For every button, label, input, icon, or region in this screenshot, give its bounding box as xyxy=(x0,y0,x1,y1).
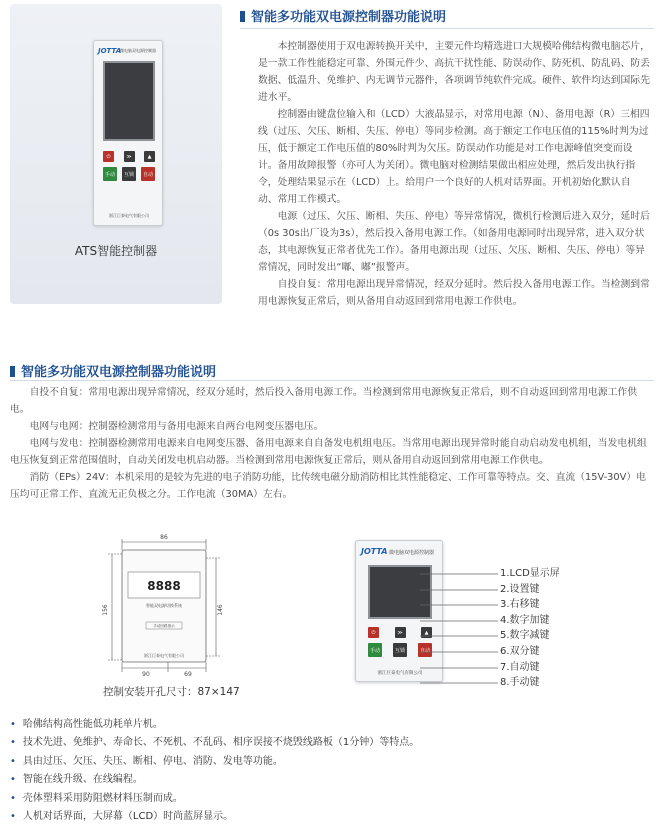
legend-item: 6.双分键 xyxy=(500,645,540,657)
bottom-section-body xyxy=(10,384,654,503)
legend-item: 1.LCD显示屏 xyxy=(500,568,560,579)
dimension-drawing xyxy=(98,532,228,682)
drawing-panel-label: 智能双电源切换系统 xyxy=(146,603,182,608)
paragraph: 本控制器使用于双电源转换开关中，主要元件均精选进口大规模哈佛结构微电脑芯片，是一款工作性能稳定可靠、外围元件少、高抗干扰性能、防误动作、防死机、防乱码、防丢数据、低温升、免维护、内无调节元器件，各项调节纯软件完成。硬件、软件均达到国际先进水平。 xyxy=(258,41,650,103)
feature-item: • 哈佛结构高性能低功耗单片机。 xyxy=(10,716,419,734)
product-photo-card xyxy=(10,4,222,304)
lcd-screen xyxy=(368,565,432,619)
controller-device-image xyxy=(93,40,163,226)
up-key: ▲ xyxy=(144,151,155,162)
section-divider xyxy=(240,28,654,29)
feature-item: • 壳体塑料采用防阻燃材料压制而成。 xyxy=(10,790,419,808)
dim-width-top: 86 xyxy=(160,534,168,541)
dim-height-left: 156 xyxy=(102,604,109,616)
feature-list xyxy=(10,716,419,826)
photo-caption: ATS智能控制器 xyxy=(74,244,158,258)
paragraph: 自投自复：常用电源出现异常情况，经双分延时。然后投入备用电源工作。当检测到常用电源恢复正常后，则从备用自动返回到常用电源工作供电。 xyxy=(258,279,650,307)
dim-height-right: 146 xyxy=(217,604,224,616)
front-view-device xyxy=(355,540,443,682)
drawing-maker-label: 浙江巨泰电气有限公司 xyxy=(144,653,184,658)
keypad xyxy=(103,151,155,186)
power-key: ⏻ xyxy=(368,627,379,638)
paragraph: 电网与发电：控制器检测常用电源来自电网变压器、备用电源来自自备发电机组电压。当常用电源出现异常时能自动启动发电机组，当发电机组电压恢复到正常范围值时，自动关闭发电机启动器。当检测到常用电源恢复正常后，则从备用自动返回到常用电源工作供电。 xyxy=(10,438,647,466)
section-title-bottom xyxy=(10,361,216,380)
paragraph: 消防（EPs）24V：本机采用的是较为先进的电子消防功能，比传统电磁分励消防相比其性能稳定、工作可靠等特点。交、直流（15V-30V）电压均可正常工作、直流无正负极之分。工作电流（30MA）左右。 xyxy=(10,472,646,500)
feature-item: • 技术先进、免维护、寿命长、不死机、不乱码、相序误接不烧毁线路板（1分钟）等特点。 xyxy=(10,734,419,752)
section-title-text: 智能多功能双电源控制器功能说明 xyxy=(251,10,447,25)
shift-key: ≫ xyxy=(395,627,406,638)
shift-key: ≫ xyxy=(124,151,135,162)
manual-key: 手动 xyxy=(368,643,382,657)
drawing-manual-label: 手动回路指示 xyxy=(153,624,175,628)
callout-legend xyxy=(500,566,560,691)
feature-item: • 智能在线升级、在线编程。 xyxy=(10,771,419,789)
section-title-top xyxy=(240,6,446,25)
legend-item: 8.手动键 xyxy=(500,677,540,689)
dim-width-bottom: 90 xyxy=(142,671,150,678)
section-title-text: 智能多功能双电源控制器功能说明 xyxy=(21,365,217,380)
feature-item: • 人机对话界面，大屏幕（LCD）时尚蓝屏显示。 xyxy=(10,808,419,826)
brand-logo: JOTTA xyxy=(98,47,122,55)
manufacturer-label: 浙江巨泰电气有限公司 xyxy=(377,671,423,676)
section-divider xyxy=(10,380,654,381)
lcd-screen xyxy=(103,61,155,141)
legend-item: 5.数字减键 xyxy=(500,630,550,642)
interlock-key: 互锁 xyxy=(122,167,136,181)
keypad xyxy=(368,627,432,662)
auto-key: 自动 xyxy=(141,167,155,181)
panel-title: 微电脑双电源控制器 xyxy=(120,48,156,53)
title-bar-icon xyxy=(10,366,15,377)
paragraph: 自投不自复：常用电源出现异常情况，经双分延时，然后投入备用电源工作。当检测到常用电源恢复正常后，则不自动返回到常用电源工作供电。 xyxy=(10,387,637,415)
paragraph: 电源（过压、欠压、断相、失压、停电）等异常情况，微机行检测后进入双分，延时后（0s 30s出厂设为3s），然后投入备用电源工作。（如备用电源同时出现异常，进入双分状态，其电源恢复正常者优先工作）。备用电源出现（过压、欠压、断相、失压、停电）等异常情况，同时发出“嘟、嘟”报警声。 xyxy=(258,211,650,273)
paragraph: 控制器由键盘位输入和（LCD）大液晶显示，对常用电源（N）、备用电源（R）三相四线（过压、欠压、断相、失压、停电）等同步检测。高于额定工作电压值的115%时判为过压，低于额定工作电压值的80%时判为欠压。防误动作功能是对工作电源峰值突变而设计。备用故障报警（亦可人为关闭）。微电脑对检测结果做出相应处理，然后发出执行指令，处理结果显示在（LCD）上。给用户一个良好的人机对话界面。开机初始化默认自动、常用工作模式。 xyxy=(258,109,650,205)
manufacturer-label: 浙江巨泰电气有限公司 xyxy=(109,213,149,218)
auto-key: 自动 xyxy=(418,643,432,657)
legend-item: 7.自动键 xyxy=(500,661,540,673)
seven-seg-display: 8888 xyxy=(147,579,181,593)
interlock-key: 互锁 xyxy=(393,643,407,657)
legend-item: 2.设置键 xyxy=(500,583,540,595)
power-key: ⏻ xyxy=(103,151,114,162)
dim-width-side: 69 xyxy=(184,671,192,678)
legend-item: 3.右移键 xyxy=(500,599,540,611)
manual-key: 手动 xyxy=(103,167,117,181)
up-key: ▲ xyxy=(421,627,432,638)
legend-item: 4.数字加键 xyxy=(500,614,550,626)
top-section-body xyxy=(258,38,650,310)
brand-logo: JOTTA xyxy=(361,547,388,556)
paragraph: 电网与电网：控制器检测常用与备用电源来自两台电网变压器电压。 xyxy=(29,421,324,432)
install-caption: 控制安装开孔尺寸：87×147 xyxy=(103,686,240,698)
feature-item: • 具由过压、欠压、失压、断相、停电、消防、发电等功能。 xyxy=(10,753,419,771)
title-bar-icon xyxy=(240,11,245,22)
panel-title: 微电脑双电源控制器 xyxy=(389,550,435,556)
